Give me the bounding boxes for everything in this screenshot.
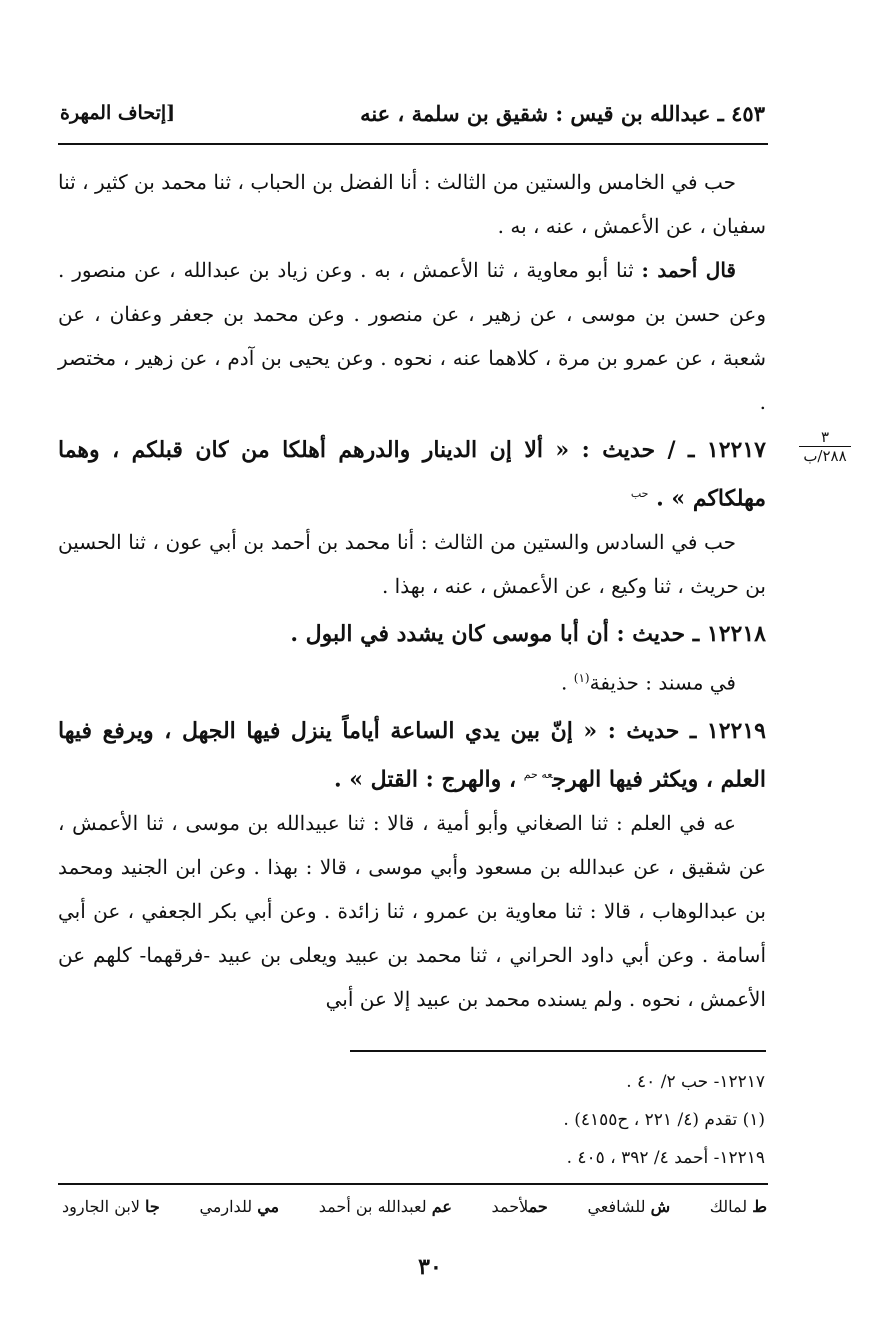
page-number: ٣٠ xyxy=(418,1254,442,1280)
hadith-text-end: ، والهرج : القتل » . xyxy=(333,766,524,793)
abbrev-name: لابن الجارود xyxy=(62,1197,140,1216)
paragraph-text: في مسند : حذيفة xyxy=(589,670,736,695)
footnote-divider xyxy=(350,1050,766,1052)
footnote: (١) تقدم (٤/ ٢٢١ ، ح٤١٥٥) . xyxy=(563,1110,765,1130)
book-title: [إتحاف المهرة xyxy=(60,102,176,124)
abbrev-item xyxy=(319,1197,452,1227)
paragraph-end: . xyxy=(561,670,574,695)
siglum: حب xyxy=(630,487,649,500)
abbrev-item xyxy=(492,1197,548,1227)
abbrev-item xyxy=(710,1197,767,1227)
hadith-heading: ١٢٢١٨ ـ حديث : أن أبا موسى كان يشدد في البول . xyxy=(290,621,766,648)
abbrev-item xyxy=(199,1197,279,1227)
abbrev-code: مي xyxy=(257,1197,280,1216)
abbrev-code: عم xyxy=(431,1197,452,1216)
siglum: عه حم xyxy=(523,767,553,781)
chapter-title: ٤٥٣ ـ عبدالله بن قيس : شقيق بن سلمة ، عنه xyxy=(360,100,765,126)
paragraph: حب في السادس والستين من الثالث : أنا محمد بن أحمد بن أبي عون ، ثنا الحسين بن حريث ، ثنا وكيع ، عن الأعمش ، عنه ، بهذا . xyxy=(58,530,766,599)
paragraph: حب في الخامس والستين من الثالث : أنا الفضل بن الحباب ، ثنا محمد بن كثير ، ثنا سفيان ، عن الأعمش ، عنه ، به . xyxy=(58,170,766,238)
hadith-text: ١٢٢١٧ ـ / حديث : « ألا إن الدينار والدرهم أهلكا من كان قبلكم ، وهما مهلكاكم » . xyxy=(58,437,766,512)
abbrev-code: ش xyxy=(650,1197,671,1216)
hadith-heading xyxy=(58,709,766,801)
main-text xyxy=(58,160,766,1021)
paragraph xyxy=(58,656,766,705)
abbrev-name: للشافعي xyxy=(587,1197,646,1216)
margin-number: ٣ xyxy=(820,428,830,446)
paragraph-lead: قال أحمد : xyxy=(641,258,736,282)
abbrev-code: ط xyxy=(752,1197,767,1216)
footnote: ١٢٢١٩- أحمد ٤/ ٣٩٢ ، ٤٠٥ . xyxy=(566,1148,765,1168)
abbrev-name: لعبدالله بن أحمد xyxy=(318,1197,427,1216)
abbrev-name: لأحمد xyxy=(491,1197,529,1216)
margin-note xyxy=(795,428,855,465)
abbrev-name: للدارمي xyxy=(199,1197,253,1216)
paragraph: عه في العلم : ثنا الصغاني وأبو أمية ، قالا : ثنا عبيدالله بن موسى ، ثنا الأعمش ، عن شقيق ، عن عبدالله بن مسعود وأبي موسى ، قالا : بهذا . وعن ابن الجنيد ومحمد بن عبدالوهاب ، قالا : ثنا معاوية بن عمرو ، ثنا زائدة . وعن أبي بكر الجعفي ، عن أبي أسامة . وعن أبي داود الحراني ، ثنا محمد بن عبيد ويعلى بن عبيد -فرقهما- كلهم عن الأعمش ، نحوه . ولم يسنده محمد بن عبيد إلا عن أبي xyxy=(58,811,766,1012)
hadith-heading xyxy=(58,428,766,520)
running-header xyxy=(60,96,765,130)
paragraph-text: ثنا أبو معاوية ، ثنا الأعمش ، به . وعن زياد بن عبدالله ، عن منصور . وعن حسن بن موسى ، عن زهير ، عن منصور . وعن محمد بن جعفر وعفان ، عن شعبة ، عن عمرو بن مرة ، كلاهما عنه ، نحوه . وعن يحيى بن آدم ، عن زهير ، مختصر . xyxy=(58,258,766,414)
margin-ref: ٢٨٨/ب xyxy=(799,446,850,465)
abbrev-item xyxy=(62,1197,160,1227)
header-divider xyxy=(58,143,768,145)
hadith-text: ١٢٢١٩ ـ حديث : « إنّ بين يدي الساعة أياماً ينزل فيها الجهل ، ويرفع فيها العلم ، ويكثر فيها الهرج xyxy=(58,717,766,793)
abbrev-code: حم xyxy=(528,1197,548,1216)
footnotes xyxy=(245,1063,765,1177)
footnote-ref: (١) xyxy=(573,671,590,686)
abbrev-code: جا xyxy=(145,1197,160,1216)
abbrev-name: لمالك xyxy=(709,1197,748,1216)
footnote: ١٢٢١٧- حب ٢/ ٤٠ . xyxy=(626,1072,765,1092)
abbrev-item xyxy=(587,1197,670,1227)
abbreviation-key xyxy=(62,1197,767,1227)
paragraph xyxy=(58,248,766,424)
bottom-divider xyxy=(58,1183,768,1185)
